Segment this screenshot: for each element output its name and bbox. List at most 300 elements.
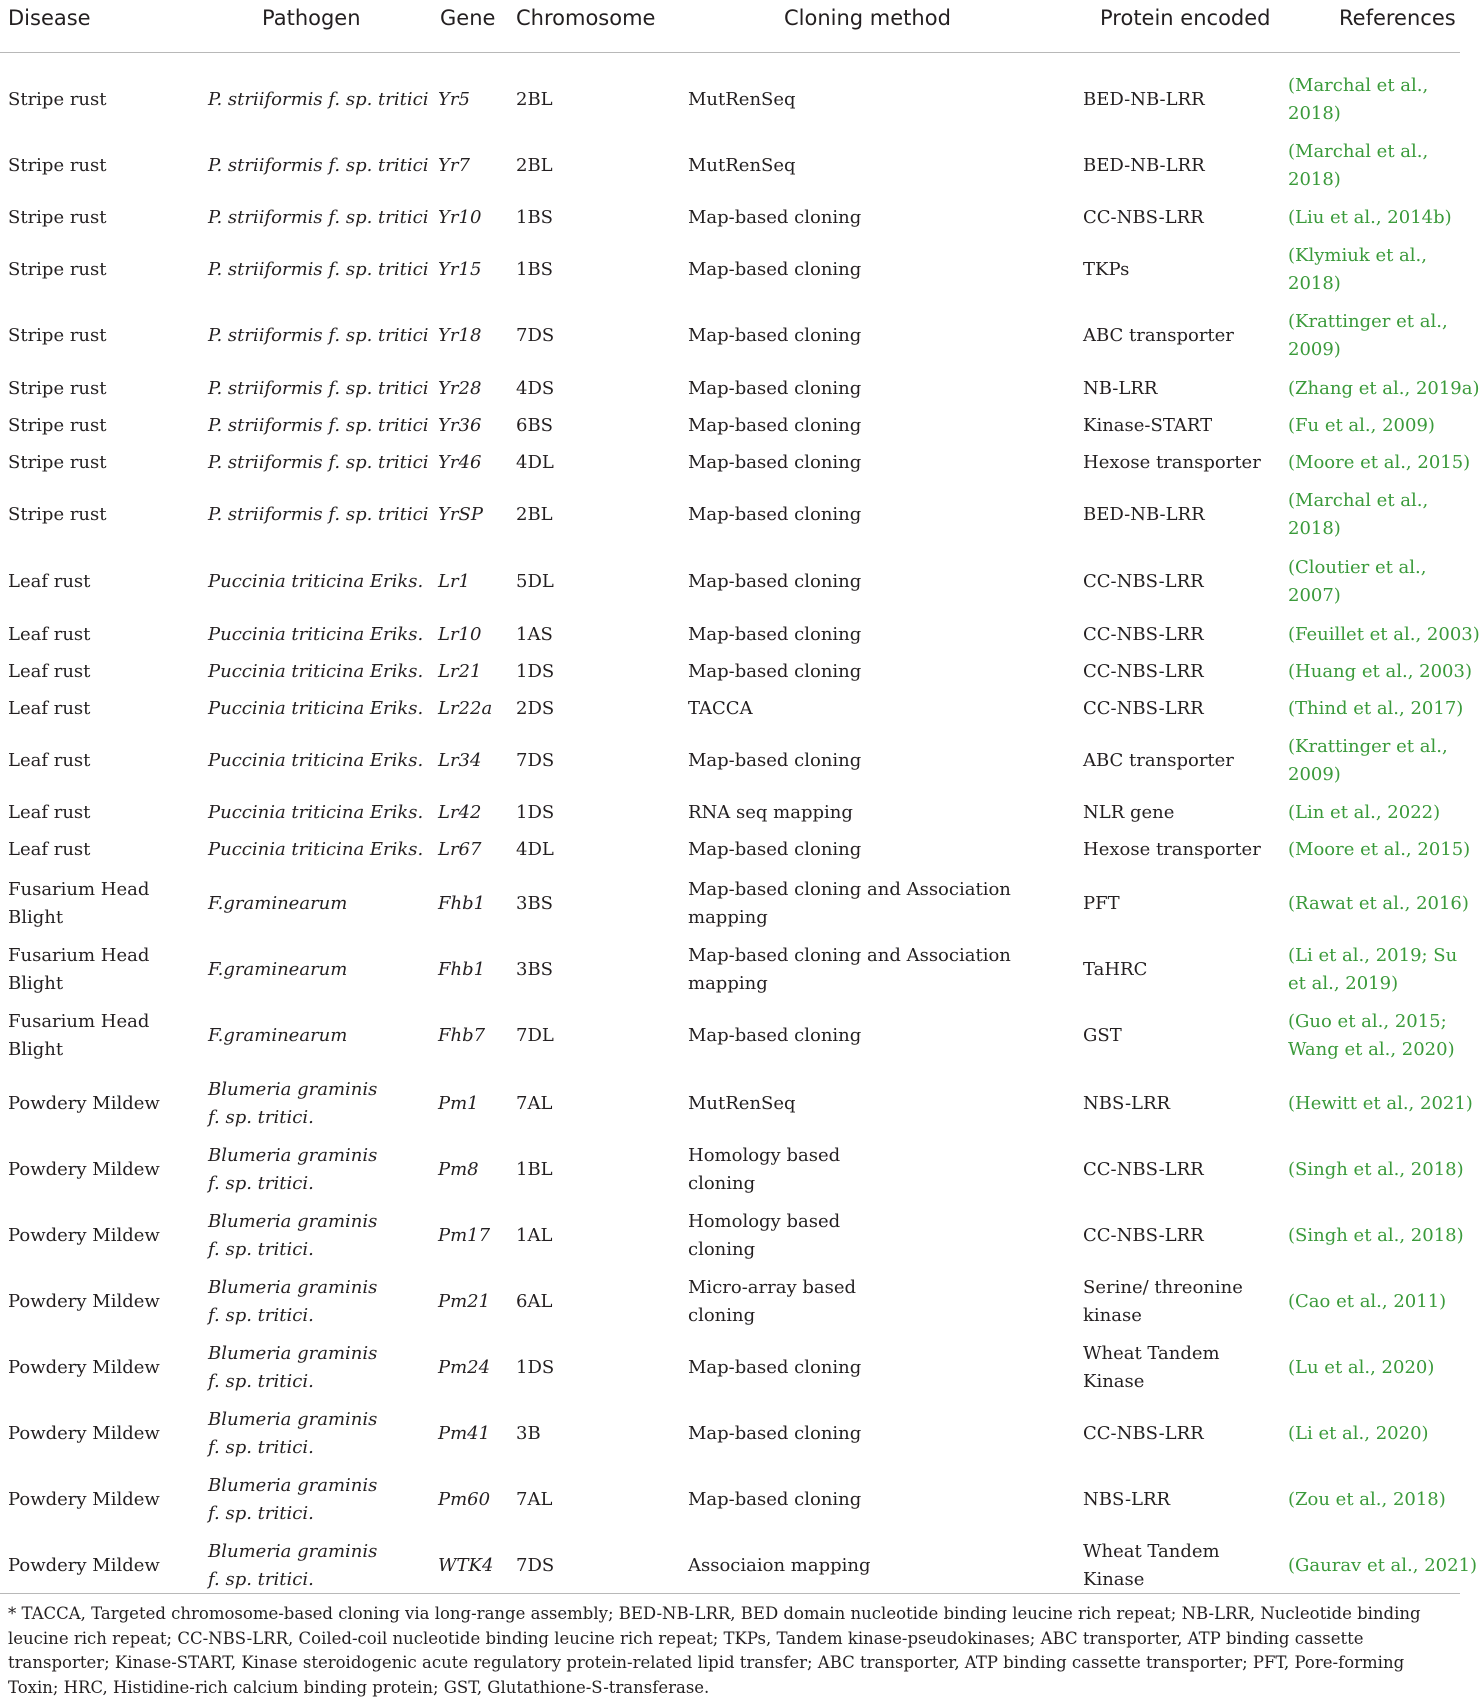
table-row [0,242,1460,298]
cell-disease [8,322,107,350]
cell-line: Fusarium Head [8,1011,150,1032]
cell-pathogen [208,1274,377,1330]
cell-line: Blumeria graminis [208,1277,378,1298]
cell-line: Blumeria graminis [208,1541,378,1562]
cell-line: Stripe rust [8,259,107,280]
cell-line: f. sp. tritici. [208,1107,314,1128]
cell-method [688,1208,840,1264]
cell-line: Leaf rust [8,750,91,771]
cell-line: TACCA [688,698,753,719]
cell-chromosome: 1DS [516,802,555,823]
cell-line: Powdery Mildew [8,1291,160,1312]
cell-chromosome: 1DS [516,1357,555,1378]
cell-pathogen [208,86,428,114]
header-references: References [1339,6,1456,30]
cell-method [688,695,753,723]
reference-link[interactable] [1288,733,1448,789]
cell-line: (Li et al., 2019; Su [1288,945,1458,966]
cell-protein [1083,449,1261,477]
cell-line: Serine/ threonine [1083,1277,1243,1298]
cell-protein [1083,1156,1204,1184]
cell-line: Kinase [1083,1569,1145,1590]
cell-protein [1083,747,1234,775]
cell-line: Wang et al., 2020) [1288,1039,1455,1060]
table-row [0,308,1460,364]
cell-pathogen [208,1406,377,1462]
cell-disease [8,1288,160,1316]
cell-method [688,1552,871,1580]
cell-disease [8,747,90,775]
cell-disease [8,152,107,180]
cell-chromosome: 1DS [516,661,555,682]
cell-line: CC-NBS-LRR [1083,1423,1204,1444]
reference-link[interactable] [1288,204,1452,232]
cell-line: f. sp. tritici. [208,1305,314,1326]
cell-line: Stripe rust [8,504,107,525]
cell-gene: Yr36 [438,415,482,436]
cell-line: NBS-LRR [1083,1093,1171,1114]
cell-line: (Zou et al., 2018) [1288,1489,1446,1510]
cell-chromosome: 3B [516,1423,541,1444]
header-chromosome: Chromosome [516,6,656,30]
cell-line: cloning [688,1239,756,1260]
cell-line: Puccinia triticina Eriks. [208,750,424,771]
cell-line: (Lu et al., 2020) [1288,1357,1435,1378]
cell-gene: Pm60 [438,1489,491,1510]
cell-protein [1083,1420,1204,1448]
footnote-divider [0,1593,1460,1594]
cell-line: f. sp. tritici. [208,1239,314,1260]
cell-line: Puccinia triticina Eriks. [208,571,424,592]
table-row [0,1008,1460,1064]
cell-line: NLR gene [1083,802,1175,823]
cell-pathogen [208,1538,377,1594]
cell-line: (Huang et al., 2003) [1288,661,1472,682]
table-row [0,435,1471,491]
cell-gene: Lr21 [438,661,482,682]
cell-chromosome: 1AS [516,624,553,645]
cell-line: MutRenSeq [688,1093,796,1114]
cell-protein [1083,1538,1220,1594]
cell-line: Powdery Mildew [8,1093,160,1114]
table-row [0,1472,1460,1528]
cell-line: TaHRC [1083,959,1148,980]
cell-chromosome: 4DL [516,452,554,473]
cell-disease [8,568,90,596]
cell-line: Blumeria graminis [208,1145,378,1166]
cell-line: Stripe rust [8,378,107,399]
header-pathogen: Pathogen [262,6,361,30]
table-row [0,681,1464,737]
cell-chromosome: 5DL [516,571,554,592]
table-row [0,1208,1464,1264]
cell-disease [8,204,107,232]
cell-method [688,86,796,114]
cell-line: Blight [8,973,64,994]
cell-line: Map-based cloning [688,259,862,280]
cell-line: P. striiformis f. sp. tritici [208,325,429,346]
cell-line: Stripe rust [8,155,107,176]
table-row [0,72,1460,128]
cell-protein [1083,322,1234,350]
cell-pathogen [208,836,423,864]
cell-gene: Yr18 [438,325,482,346]
cell-protein [1083,152,1205,180]
cell-gene: Lr67 [438,839,482,860]
header-gene: Gene [440,6,496,30]
cell-method [688,449,861,477]
reference-link[interactable] [1288,308,1448,364]
table-header [0,0,1460,53]
cell-line: RNA seq mapping [688,802,853,823]
table-row [0,1076,1473,1132]
reference-link[interactable] [1288,487,1428,543]
cell-protein [1083,1090,1170,1118]
cell-line: (Moore et al., 2015) [1288,839,1471,860]
cell-chromosome: 2BL [516,155,553,176]
cell-pathogen [208,501,428,529]
cell-line: cloning [688,1305,756,1326]
table-row [0,733,1460,789]
cell-line: Blumeria graminis [208,1211,378,1232]
reference-link[interactable] [1288,1486,1446,1514]
cell-protein [1083,836,1261,864]
cell-line: Associaion mapping [688,1555,871,1576]
cell-protein [1083,86,1205,114]
cell-disease [8,1156,160,1184]
cell-line: Map-based cloning [688,415,862,436]
reference-link[interactable] [1288,449,1470,477]
cell-line: (Thind et al., 2017) [1288,698,1464,719]
cell-gene: Pm8 [438,1159,479,1180]
reference-link[interactable] [1288,1288,1446,1316]
cell-line: P. striiformis f. sp. tritici [208,415,429,436]
cell-disease [8,836,90,864]
cell-gene: Pm24 [438,1357,491,1378]
cell-chromosome: 1BS [516,259,554,280]
cell-line: Leaf rust [8,839,91,860]
reference-link[interactable] [1288,695,1463,723]
cell-line: Leaf rust [8,661,91,682]
cell-line: Map-based cloning [688,661,862,682]
cell-pathogen [208,1076,377,1132]
cell-pathogen [208,956,347,984]
cell-line: CC-NBS-LRR [1083,624,1204,645]
cell-protein [1083,890,1120,918]
reference-link[interactable] [1288,1354,1434,1382]
cell-line: BED-NB-LRR [1083,89,1205,110]
cell-line: (Cao et al., 2011) [1288,1291,1447,1312]
table-row [0,1406,1460,1462]
cell-chromosome: 3BS [516,893,554,914]
reference-link[interactable] [1288,1222,1464,1250]
reference-link[interactable] [1288,1008,1455,1064]
cell-line: TKPs [1083,259,1130,280]
table-row [0,138,1460,194]
header-disease: Disease [8,6,91,30]
cell-line: cloning [688,1173,756,1194]
cell-line: Leaf rust [8,624,91,645]
cell-line: Homology based [688,1145,841,1166]
cell-pathogen [208,152,428,180]
cell-line: Map-based cloning [688,1489,862,1510]
cell-line: Wheat Tandem [1083,1541,1220,1562]
cell-line: et al., 2019) [1288,973,1399,994]
cell-gene: Lr42 [438,802,482,823]
cell-gene: Lr1 [438,571,471,592]
table-row [0,554,1460,610]
cell-protein [1083,568,1204,596]
cell-disease [8,501,107,529]
table-row [0,822,1471,878]
reference-link[interactable] [1288,554,1427,610]
cell-line: CC-NBS-LRR [1083,1225,1204,1246]
cell-gene: Yr28 [438,378,482,399]
cell-line: Map-based cloning and Association [688,879,1011,900]
cell-line: Puccinia triticina Eriks. [208,624,424,645]
cell-line: (Rawat et al., 2016) [1288,893,1469,914]
cell-line: (Hewitt et al., 2021) [1288,1093,1473,1114]
cell-line: Map-based cloning [688,325,862,346]
cell-line: 2009) [1288,339,1341,360]
cell-line: Map-based cloning [688,624,862,645]
cell-line: Blumeria graminis [208,1079,378,1100]
cell-method [688,942,1011,998]
cell-protein [1083,256,1129,284]
cell-protein [1083,1486,1170,1514]
reference-link[interactable] [1288,72,1428,128]
reference-link[interactable] [1288,890,1469,918]
cell-line: Puccinia triticina Eriks. [208,839,424,860]
cell-line: Blumeria graminis [208,1343,378,1364]
cell-protein [1083,1274,1243,1330]
cell-line: P. striiformis f. sp. tritici [208,207,429,228]
table-row [0,1538,1478,1594]
reference-link[interactable] [1288,242,1427,298]
cell-method [688,501,861,529]
cell-line: Map-based cloning [688,571,862,592]
cell-line: f. sp. tritici. [208,1173,314,1194]
cell-chromosome: 7DS [516,1555,555,1576]
cell-line: kinase [1083,1305,1142,1326]
cell-line: (Fu et al., 2009) [1288,415,1435,436]
cell-protein [1083,1340,1220,1396]
cell-line: P. striiformis f. sp. tritici [208,89,429,110]
cell-chromosome: 2DS [516,698,555,719]
cell-disease [8,449,107,477]
cell-line: (Feuillet et al., 2003) [1288,624,1480,645]
reference-link[interactable] [1288,942,1457,998]
cell-line: P. striiformis f. sp. tritici [208,504,429,525]
header-protein-encoded: Protein encoded [1100,6,1271,30]
table-row [0,876,1469,932]
cell-line: F.graminearum [208,1025,348,1046]
cell-line: (Liu et al., 2014b) [1288,207,1452,228]
cell-gene: Pm1 [438,1093,479,1114]
cell-line: (Gaurav et al., 2021) [1288,1555,1478,1576]
cell-line: MutRenSeq [688,155,796,176]
cell-method [688,1022,861,1050]
reference-link[interactable] [1288,1420,1429,1448]
cell-line: Powdery Mildew [8,1423,160,1444]
cell-method [688,1420,861,1448]
cell-method [688,836,861,864]
header-cloning-method: Cloning method [784,6,951,30]
cell-line: (Lin et al., 2022) [1288,802,1441,823]
cell-line: Stripe rust [8,452,107,473]
cell-line: (Singh et al., 2018) [1288,1225,1464,1246]
cell-line: Map-based cloning [688,504,862,525]
cell-line: 2018) [1288,169,1341,190]
cell-line: Map-based cloning [688,378,862,399]
cell-chromosome: 7AL [516,1489,553,1510]
cell-gene: Yr15 [438,259,482,280]
cell-line: Fusarium Head [8,945,150,966]
cell-pathogen [208,1208,377,1264]
cell-line: (Klymiuk et al., [1288,245,1427,266]
cell-gene: Yr46 [438,452,482,473]
cell-gene: YrSP [438,504,483,525]
cell-gene: Yr7 [438,155,470,176]
cell-line: Puccinia triticina Eriks. [208,698,424,719]
reference-link[interactable] [1288,138,1428,194]
cell-gene: Lr10 [438,624,482,645]
cell-line: Homology based [688,1211,841,1232]
reference-link[interactable] [1288,1156,1464,1184]
reference-link[interactable] [1288,1090,1473,1118]
cell-gene: Pm17 [438,1225,491,1246]
cell-line: Powdery Mildew [8,1489,160,1510]
cell-line: f. sp. tritici. [208,1371,314,1392]
cell-line: Puccinia triticina Eriks. [208,661,424,682]
cell-line: Map-based cloning and Association [688,945,1011,966]
cell-gene: Pm21 [438,1291,491,1312]
table-row [0,1142,1464,1198]
cell-line: Stripe rust [8,89,107,110]
cell-chromosome: 1AL [516,1225,553,1246]
cell-line: (Li et al., 2020) [1288,1423,1429,1444]
cell-line: Kinase [1083,1371,1145,1392]
cell-line: GST [1083,1025,1122,1046]
cell-protein [1083,1022,1122,1050]
cell-disease [8,1420,160,1448]
cell-method [688,1142,840,1198]
cell-method [688,1274,856,1330]
reference-link[interactable] [1288,836,1470,864]
cell-disease [8,86,107,114]
cell-pathogen [208,256,428,284]
cell-chromosome: 6AL [516,1291,553,1312]
cell-gene: Pm41 [438,1423,491,1444]
table-row [0,190,1460,246]
cell-gene: Fhb7 [438,1025,486,1046]
cell-method [688,204,861,232]
cell-chromosome: 2BL [516,504,553,525]
cell-method [688,1090,796,1118]
cell-gene: Yr5 [438,89,470,110]
cell-method [688,256,861,284]
cell-line: P. striiformis f. sp. tritici [208,378,429,399]
cell-pathogen [208,568,423,596]
cell-protein [1083,501,1205,529]
cell-line: Stripe rust [8,207,107,228]
cell-line: Leaf rust [8,571,91,592]
cell-pathogen [208,449,428,477]
cell-disease [8,1090,160,1118]
cell-line: Kinase-START [1083,415,1213,436]
cell-gene: Lr22a [438,698,493,719]
cell-line: Wheat Tandem [1083,1343,1220,1364]
table-row [0,1274,1460,1330]
cell-method [688,747,861,775]
cell-chromosome: 3BS [516,959,554,980]
cell-line: (Guo et al., 2015; [1288,1011,1447,1032]
cell-line: CC-NBS-LRR [1083,661,1204,682]
cell-method [688,1354,861,1382]
cell-chromosome: 4DS [516,378,555,399]
cell-line: Map-based cloning [688,839,862,860]
cell-line: Map-based cloning [688,452,862,473]
cell-line: ABC transporter [1083,325,1234,346]
cell-chromosome: 6BS [516,415,554,436]
cell-line: mapping [688,973,768,994]
cell-line: Leaf rust [8,698,91,719]
cell-method [688,152,796,180]
cell-line: 2007) [1288,585,1341,606]
cell-line: Leaf rust [8,802,91,823]
cell-disease [8,1486,160,1514]
cell-line: (Marchal et al., [1288,490,1429,511]
cell-gene: Lr34 [438,750,482,771]
cell-line: (Marchal et al., [1288,75,1429,96]
cell-line: MutRenSeq [688,89,796,110]
cell-disease [8,256,107,284]
cell-chromosome: 7DS [516,325,555,346]
cell-pathogen [208,747,423,775]
cell-chromosome: 4DL [516,839,554,860]
cell-line: (Krattinger et al., [1288,736,1448,757]
cell-line: Blight [8,1039,64,1060]
reference-link[interactable] [1288,1552,1477,1580]
cell-line: BED-NB-LRR [1083,504,1205,525]
cell-line: PFT [1083,893,1120,914]
cell-disease [8,1354,160,1382]
cell-disease [8,1008,149,1064]
cell-line: F.graminearum [208,893,348,914]
cell-line: Map-based cloning [688,1357,862,1378]
cell-line: Powdery Mildew [8,1159,160,1180]
cell-line: Blight [8,907,64,928]
cell-chromosome: 1BS [516,207,554,228]
cell-chromosome: 2BL [516,89,553,110]
cell-line: (Marchal et al., [1288,141,1429,162]
cell-pathogen [208,1340,377,1396]
cell-line: 2018) [1288,103,1341,124]
cell-line: f. sp. tritici. [208,1569,314,1590]
cell-pathogen [208,695,423,723]
cell-method [688,568,861,596]
cell-gene: Yr10 [438,207,482,228]
cell-line: (Singh et al., 2018) [1288,1159,1464,1180]
cell-line: Map-based cloning [688,1423,862,1444]
cell-line: CC-NBS-LRR [1083,1159,1204,1180]
cell-line: Powdery Mildew [8,1225,160,1246]
cell-line: Powdery Mildew [8,1357,160,1378]
cell-line: P. striiformis f. sp. tritici [208,259,429,280]
cell-line: Blumeria graminis [208,1409,378,1430]
cell-pathogen [208,1142,377,1198]
cell-line: BED-NB-LRR [1083,155,1205,176]
